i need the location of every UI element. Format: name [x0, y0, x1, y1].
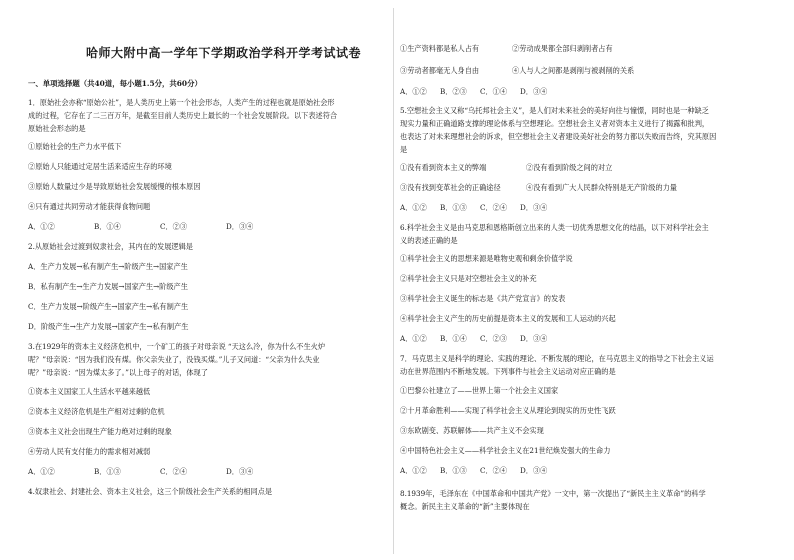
q5-choice-c[interactable]: C．②④ — [480, 203, 508, 212]
q8-stem-line-1: 8.1939年，毛泽东在《中国革命和中国共产党》一文中，第一次提出了“新民主主义革命”的科学 — [400, 489, 706, 498]
q3-statement-2: ②资本主义经济危机是生产相对过剩的危机 — [28, 407, 165, 416]
q7-statement-2: ②十月革命胜利——实现了科学社会主义从理论到现实的历史性飞跃 — [400, 406, 616, 415]
q3-choice-c[interactable]: C．②④ — [160, 467, 188, 476]
q1-statement-4: ④只有通过共同劳动才能获得食物问题 — [28, 202, 151, 211]
q7-choice-a[interactable]: A．①② — [400, 466, 427, 475]
q5-stem-line-2: 现实力量和正确道路支撑的理论体系与空想理论。空想社会主义者对资本主义进行了揭露和批判， — [400, 119, 710, 128]
q2-choice-c[interactable]: C．生产力发展→阶级产生→国家产生→私有制产生 — [28, 302, 189, 311]
q3-stem-line-3: 呢？”母亲说：“因为煤太多了。”以上母子的对话，体现了 — [28, 368, 208, 377]
q7-choice-b[interactable]: B．①③ — [440, 466, 467, 475]
q4-statement-4: ④人与人之间都是剥削与被剥削的关系 — [512, 66, 635, 75]
q2-stem: 2.从原始社会过渡到奴隶社会，其内在的发展逻辑是 — [28, 242, 193, 251]
q1-choice-d[interactable]: D．③④ — [226, 222, 254, 231]
column-divider — [393, 8, 394, 554]
q4-choice-a[interactable]: A．①② — [400, 87, 427, 96]
q4-choice-b[interactable]: B．②③ — [440, 87, 467, 96]
q6-statement-2: ②科学社会主义只是对空想社会主义的补充 — [400, 274, 537, 283]
q4-choices — [400, 87, 770, 97]
page-title: 哈师大附中高一学年下学期政治学科开学考试试卷 — [86, 46, 362, 60]
q4-statements-row-1 — [400, 44, 770, 54]
q5-choices — [400, 203, 770, 213]
q5-stem-line-3: 也表达了对未来理想社会的诉求，但空想社会主义者建设美好社会的努力都以失败而告终，究其原因 — [400, 132, 717, 141]
q3-choice-b[interactable]: B．①③ — [94, 467, 121, 476]
q7-statement-3: ③东欧剧变、苏联解体——共产主义不会实现 — [400, 426, 544, 435]
q7-statement-1: ①巴黎公社建立了——世界上第一个社会主义国家 — [400, 386, 559, 395]
q6-statement-3: ③科学社会主义诞生的标志是《共产党宣言》的发表 — [400, 294, 566, 303]
q1-statement-1: ①原始社会的生产力水平低下 — [28, 142, 122, 151]
q6-stem-line-2: 义的表述正确的是 — [400, 236, 458, 245]
q1-choice-c[interactable]: C．②③ — [160, 222, 188, 231]
q4-statement-3: ③劳动者都毫无人身自由 — [400, 66, 480, 75]
q4-stem: 4.奴隶社会、封建社会、资本主义社会，这三个阶级社会生产关系的相同点是 — [28, 487, 273, 496]
q1-statement-3: ③原始人数量过少是导致原始社会发展缓慢的根本原因 — [28, 182, 201, 191]
q1-choice-a[interactable]: A．①② — [28, 222, 55, 231]
q7-stem-line-2: 动在世界范围内不断地发展。下列事件与社会主义运动对应正确的是 — [400, 367, 616, 376]
q5-stem-line-4: 是 — [400, 145, 408, 154]
q5-statements-row-2 — [400, 183, 770, 193]
q3-statement-1: ①资本主义国家工人生活水平越来越低 — [28, 387, 151, 396]
q4-choice-d[interactable]: D．③④ — [520, 87, 548, 96]
q5-choice-a[interactable]: A．①② — [400, 203, 427, 212]
q7-choice-d[interactable]: D．③④ — [520, 466, 548, 475]
q7-statement-4: ④中国特色社会主义——科学社会主义在21世纪焕发强大的生命力 — [400, 446, 611, 455]
section-heading: 一、单项选择题（共40道，每小题1.5分，共60分） — [28, 79, 202, 88]
q3-stem-line-2: 呢？”母亲说：“因为我们没有煤。你父亲失业了，没钱买煤。”儿子又问道：“父亲为什么失业 — [28, 355, 320, 364]
q2-choice-a[interactable]: A．生产力发展→私有制产生→阶级产生→国家产生 — [28, 262, 188, 271]
q1-stem-line-1: 1．原始社会亦称“原始公社”，是人类历史上第一个社会形态，人类产生的过程也就是原始社会形 — [28, 98, 335, 107]
q3-choice-d[interactable]: D．③④ — [226, 467, 254, 476]
q3-choices — [28, 467, 390, 477]
q5-statements-row-1 — [400, 163, 770, 173]
q7-stem-line-1: 7．马克思主义是科学的理论、实践的理论、不断发展的理论，在马克思主义的指导之下社会主义运 — [400, 354, 714, 363]
q1-statement-2: ②原始人只能通过定居生活来适应生存的环境 — [28, 162, 172, 171]
q7-choices — [400, 466, 770, 476]
q3-stem-line-1: 3.在1929年的资本主义经济危机中，一个矿工的孩子对母亲说 “天这么冷，你为什么不生火炉 — [28, 342, 326, 351]
q4-statement-2: ②劳动成果都全部归剥削者占有 — [512, 44, 613, 53]
q1-stem-line-2: 成的过程，它存在了二三百万年，是截至目前人类历史上最长的一个社会发展阶段。以下表述符合 — [28, 111, 338, 120]
q3-statement-4: ④劳动人民有支付能力的需求相对减弱 — [28, 447, 151, 456]
q6-stem-line-1: 6.科学社会主义是由马克思和恩格斯创立出来的人类一切优秀思想文化的结晶，以下对科学社会主 — [400, 223, 709, 232]
q1-stem-line-3: 原始社会形态的是 — [28, 124, 86, 133]
q4-choice-c[interactable]: C．①④ — [480, 87, 508, 96]
q4-statement-1: ①生产资料都是私人占有 — [400, 44, 480, 53]
q6-statement-4: ④科学社会主义产生的历史前提是资本主义的发展和工人运动的兴起 — [400, 314, 616, 323]
q7-choice-c[interactable]: C．②④ — [480, 466, 508, 475]
q4-statements-row-2 — [400, 66, 770, 76]
q1-choices — [28, 222, 390, 232]
q6-choice-c[interactable]: C．②③ — [480, 334, 508, 343]
q5-choice-d[interactable]: D．③④ — [520, 203, 548, 212]
q5-statement-2: ②没有看到阶级之间的对立 — [526, 163, 613, 172]
q6-choice-a[interactable]: A．①② — [400, 334, 427, 343]
q3-choice-a[interactable]: A．①② — [28, 467, 55, 476]
q3-statement-3: ③资本主义社会出现生产能力绝对过剩的现象 — [28, 427, 172, 436]
q8-stem-line-2: 概念。新民主主义革命的“新”主要体现在 — [400, 502, 530, 511]
q5-choice-b[interactable]: B．①③ — [440, 203, 467, 212]
q5-stem-line-1: 5.空想社会主义又称“乌托邦社会主义”，是人们对未来社会的美好向往与憧憬，同时也是一种缺乏 — [400, 106, 709, 115]
q6-choice-b[interactable]: B．①④ — [440, 334, 467, 343]
q6-choice-d[interactable]: D．③④ — [520, 334, 548, 343]
q6-statement-1: ①科学社会主义的思想来源是唯物史观和剩余价值学说 — [400, 254, 573, 263]
q2-choice-b[interactable]: B．私有制产生→生产力发展→国家产生→阶级产生 — [28, 282, 188, 291]
q5-statement-3: ③没有找到变革社会的正确途径 — [400, 183, 501, 192]
q6-choices — [400, 334, 770, 344]
q2-choice-d[interactable]: D．阶级产生→生产力发展→国家产生→私有制产生 — [28, 322, 189, 331]
q5-statement-1: ①没有看到资本主义的弊端 — [400, 163, 487, 172]
q5-statement-4: ④没有看到广大人民群众特别是无产阶级的力量 — [526, 183, 677, 192]
q1-choice-b[interactable]: B．①④ — [94, 222, 121, 231]
